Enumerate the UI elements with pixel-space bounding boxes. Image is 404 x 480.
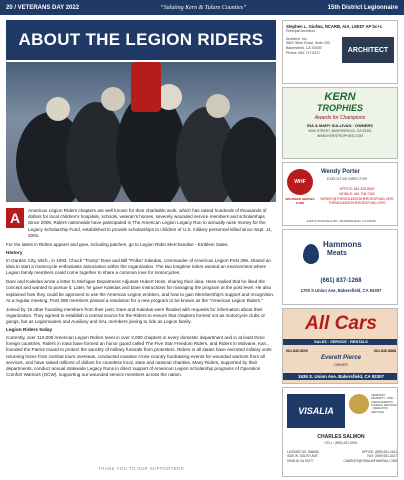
hammons-name-line1: Hammons <box>323 240 362 249</box>
kern-owners: IRA & MARY SULLIVAN · OWNERS <box>307 123 373 128</box>
architect-address: 5601 Stine Road, Suite 200 <box>286 41 330 46</box>
wh-email: WENDY@THEWOUNDEDHEROESFUND.ORG <box>320 196 394 201</box>
visalia-fax: FAX: (559) 651-3317 <box>367 454 397 459</box>
article-column <box>6 20 276 381</box>
article-title: ABOUT THE LEGION RIDERS <box>6 20 276 60</box>
intro-text: American Legion Riders chapters are well known for their charitable work, which has raised hundreds of thousands of dollars for local children's hospitals, schools, veteran's homes, severely wounded service members and scholarships. Since 2006, Riders nationwide have participated in The American Legion Legacy Run to annually raise money for the Legacy Scholarship Fund, established to provide scholarships to children of U.S. military personnel killed since Sept. 11, 2001. <box>28 208 273 238</box>
visalia-services: CEMETERY PROPERTY · PRE-ARRANGEMENTS · FUNERAL SERVICES · CREMATION SERVICES <box>371 394 397 414</box>
kern-logo-line2: TROPHIES <box>316 103 363 113</box>
wounded-heroes-logo-text: WOUNDED HEROES FUND <box>285 197 315 205</box>
visalia-phone-block <box>343 450 397 463</box>
architect-company: Architect, Inc. <box>286 36 308 41</box>
allcars-phone-2: 661.836.8888 <box>374 349 396 353</box>
kern-slogan: Awards for Champions <box>314 115 366 121</box>
wh-person-name: Wendy Porter <box>321 169 360 175</box>
today-paragraph: Currently, over 110,000 American Legion Riders meet in over 2,000 chapters in every domestic department and in at least three foreign countries. Riders in Iowa have formed an honor guard called The Five Star Freedom Riders, and Riders in Mulvane, Kan., founded the Patriot Guard to protect the sanctity of military funerals from protesters. Riders in all states have escorted military units returning home from combat tours overseas, conducted massive cross-country fundraising events for wounded warriors from all services, and have raised millions of dollars for countless local, state and national charities. Many Riders, supported by their departments, conduct annual statewide Legacy Runs in direct support of American Legion scholarship programs of Operation Comfort Warriors (OCW), supporting our wounded service members across the nation. <box>6 334 272 378</box>
wh-contact <box>319 187 395 206</box>
founding-paragraph: Joined by 19 other founding members from their post, Dare and Kaledas were flooded with requests for information about their organization. They agreed to establish a central source for the Riders to ensure that chapters formed not as motorcycle clubs or gangs, but as Legionnaires and Auxiliary and SAL members joining to ride as Legion family. <box>6 306 266 325</box>
visalia-cell: CELL: (559) 697-0891 <box>324 441 358 445</box>
intro-paragraph <box>6 208 276 239</box>
hammons-name-line2: Meats <box>327 250 347 257</box>
page-header <box>0 0 404 15</box>
ad-wounded-heroes[interactable] <box>282 162 398 226</box>
hammons-address: 1700 S Union Ave, Bakersfield, CA 93307 <box>300 288 382 293</box>
photo-shape <box>101 87 125 111</box>
architect-role: Principal Architect <box>286 29 315 33</box>
publication-name: 15th District Legionnaire <box>327 4 398 11</box>
visalia-logo: VISALIA <box>287 394 345 428</box>
visalia-license: LICENSE NO. 584056 <box>287 450 319 454</box>
visalia-office: OFFICE: (559) 651-1641 <box>361 450 397 454</box>
map-pin-icon <box>303 244 319 264</box>
architect-city: Bakersfield, CA 93309 <box>286 46 322 51</box>
visalia-license-block <box>287 450 341 463</box>
hammons-phone: (661) 837-1268 <box>320 278 362 284</box>
allcars-phones <box>286 349 396 353</box>
photo-shape <box>131 62 161 112</box>
history-paragraph: In Garden City, Mich., in 1993, Chuck "Tramp" Dare and Bill "Polka" Kaledas, commander of American Legion Post 396, shared an idea to start a motorcycle enthusiasts association within the organization. The two longtime riders wanted an environment where Legion family members could come together to share a common love for motorcycles. <box>6 257 271 275</box>
today-heading: Legion Riders today <box>6 328 53 334</box>
wounded-heroes-logo: WHF <box>287 169 313 195</box>
allcars-logo: All Cars <box>305 313 377 334</box>
kern-logo-line1: KERN <box>324 91 356 103</box>
photo-shape <box>206 94 230 118</box>
allcars-role: OWNER <box>334 363 348 367</box>
page-footer: THANK YOU TO OUR SUPPORTERS <box>98 466 184 471</box>
merch-paragraph: For the latest in Riders apparel and gear, including patches, go to Legion Rider Merchandise - Emblem Sales. <box>6 241 229 247</box>
letter-paragraph: Dare and Kaledas wrote a letter to Michigan Department Adjutant Hubert Hess, sharing their idea. Hess replied that he liked the concept and wanted to pursue it. Later, he gave Kaledas and Dare instructions for managing the program at the post level. He also explained how they could be approved to use the American Legion emblem, and how to gain Membership's support and recognition. At a regular meeting, Post 396 members passed a resolution for a new program to be known as the "American Legion Riders." <box>6 279 275 303</box>
allcars-address: 1636 S. Union Ave. Bakersfield, CA 93307 <box>283 373 398 380</box>
kern-web: WWW.KERNTROPHIES.COM <box>317 134 363 138</box>
page-label: 20 / VETERANS DAY 2022 <box>6 4 80 11</box>
allcars-phone-1: 661.836.5600 <box>286 349 308 353</box>
allcars-services: SALES · SERVICE · RENTALS <box>283 339 398 345</box>
ad-kern-trophies[interactable] <box>282 87 398 159</box>
kern-address: 3000 STREET, BAKERSFIELD, CA 93301 <box>308 129 372 133</box>
photo-shape <box>46 97 70 121</box>
article-body <box>6 242 276 378</box>
ads-column <box>282 20 398 480</box>
wh-office: OFFICE: 661.328.8600 <box>339 187 375 191</box>
architect-name: Stephen L. Giufwa, NCARB, AIA, LEED* AP bc+c <box>286 24 383 29</box>
wh-mobile: MOBILE: 661.706.7452 <box>339 191 375 196</box>
history-heading: History <box>6 251 23 257</box>
architect-phone: Phone: 661.717.6227 <box>286 50 321 55</box>
wh-web: THEWOUNDEDHEROESFUND.ORG <box>328 201 386 206</box>
architect-logo: ARCHITECT <box>342 37 394 63</box>
dropcap: A <box>6 208 24 228</box>
seal-icon <box>349 394 369 414</box>
riders-photo <box>6 62 276 202</box>
ad-all-cars[interactable] <box>282 308 398 384</box>
visalia-street: 4025 W. SOUTH AVE. <box>287 454 319 459</box>
ad-visalia-funeral[interactable] <box>282 387 398 477</box>
header-tagline: “Saluting Kern & Tulare Counties” <box>160 4 247 11</box>
allcars-person: Everett Pierce <box>320 355 362 361</box>
photo-shape <box>221 117 276 202</box>
wh-person-role: EXECUTIVE DIRECTOR <box>327 177 368 181</box>
visalia-person: CHARLES SALMON <box>317 434 365 440</box>
visalia-email: CHARLES@VISALIAFUNERAL.COM <box>343 458 397 463</box>
ad-hammons-meats[interactable] <box>282 229 398 305</box>
wh-address: 4128 STOCKDALE RD., BAKERSFIELD, CA 93308 <box>306 219 376 223</box>
visalia-city: VISALIA CA 93277 <box>287 458 314 463</box>
ad-architect[interactable] <box>282 20 398 84</box>
